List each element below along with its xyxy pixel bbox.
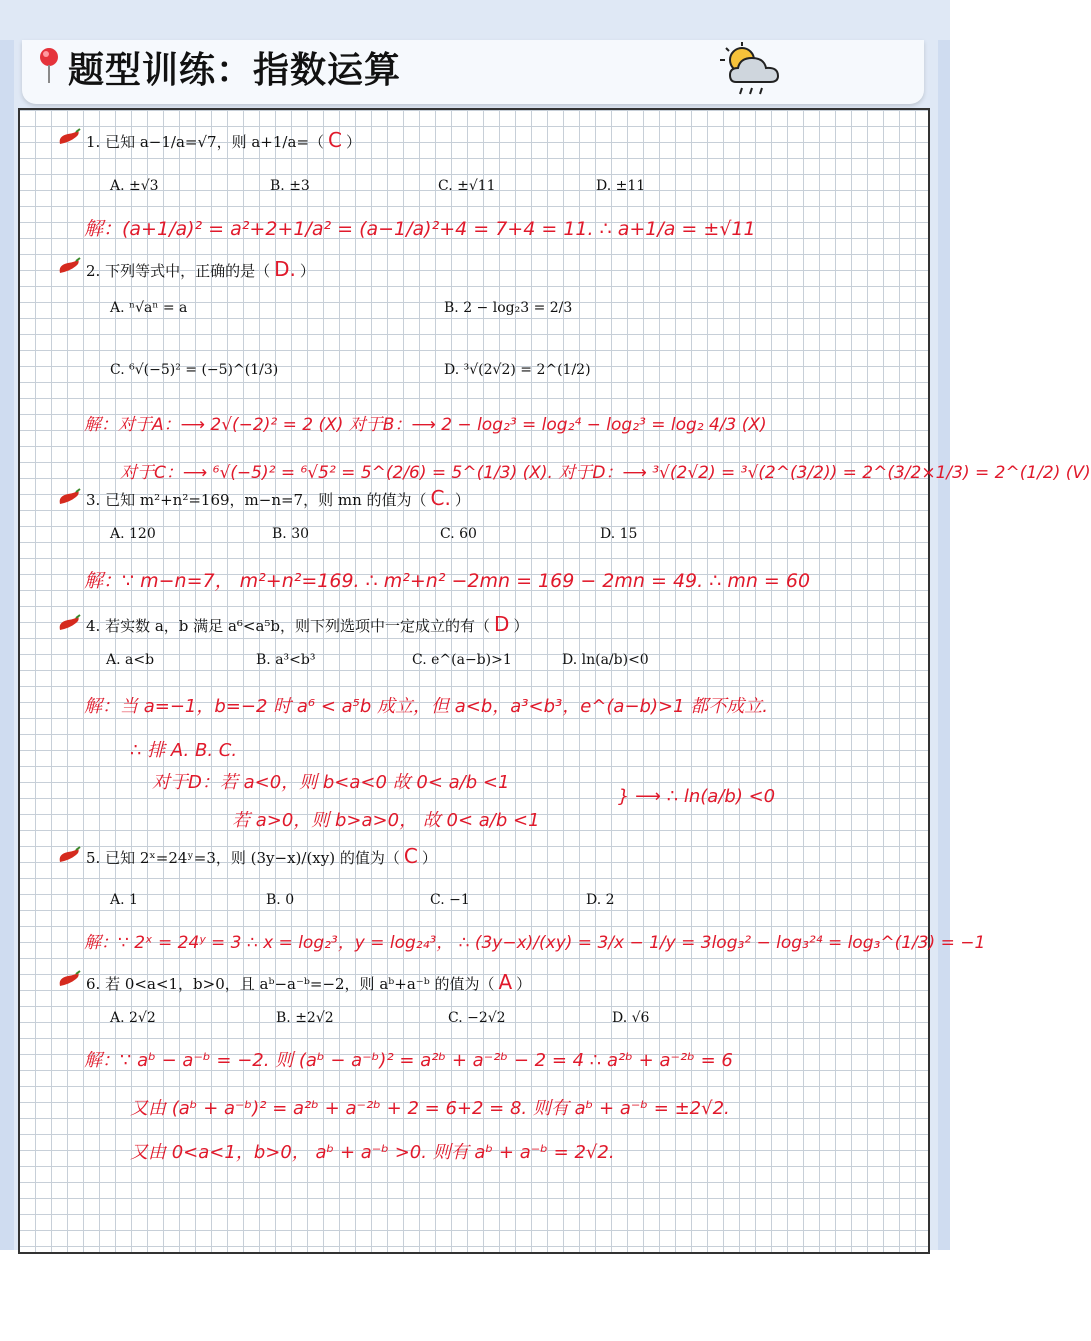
option-b: B. 2 − log₂3 = 2/3 — [444, 300, 573, 316]
option-c: C. ±√11 — [438, 178, 496, 194]
answer-mark: C — [403, 844, 418, 868]
option-a: A. ±√3 — [110, 178, 159, 194]
problem-6-stem: 6. 若 0<a<1，b>0，且 aᵇ−a⁻ᵇ=−2，则 aᵇ+a⁻ᵇ 的值为（ A ） — [86, 970, 532, 994]
solution-line: } ⟶ ∴ ln(a/b) <0 — [618, 786, 776, 807]
problem-5-stem: 5. 已知 2ˣ=24ʸ=3，则 (3y−x)/(xy) 的值为（ C ） — [86, 844, 437, 868]
problem-2-stem: 2. 下列等式中，正确的是（ D. ） — [86, 257, 315, 281]
problem-1-stem: 1. 已知 a−1/a=√7，则 a+1/a=（ C ） — [86, 128, 361, 152]
option-d: D. ln(a/b)<0 — [562, 652, 649, 668]
map-pin-icon — [36, 46, 62, 86]
option-b: B. ±3 — [270, 178, 310, 194]
chili-pepper-icon — [56, 970, 82, 990]
answer-mark: D — [494, 612, 510, 636]
solution-line: 对于C：⟶ ⁶√(−5)² = ⁶√5² = 5^(2/6) = 5^(1/3) (X). 对于D：⟶ ³√(2√2) = ³√(2^(3/2)) = 2^(3/2×1/3) = 2^(1/2) (V) — [120, 463, 1091, 483]
option-d: D. ±11 — [596, 178, 646, 194]
option-b: B. 0 — [266, 892, 295, 908]
option-c: C. −2√2 — [448, 1010, 506, 1026]
option-b: B. a³<b³ — [256, 652, 316, 668]
option-a: A. a<b — [106, 652, 155, 668]
right-border — [938, 40, 950, 1250]
solution-line: ∴ 排 A. B. C. — [130, 740, 238, 761]
solution-line: 若 a>0，则 b>a>0， 故 0< a/b <1 — [232, 810, 540, 831]
problem-4-stem: 4. 若实数 a，b 满足 a⁶<a⁵b，则下列选项中一定成立的有（ D ） — [86, 612, 529, 636]
solution-line: 解：∵ 2ˣ = 24ʸ = 3 ∴ x = log₂³，y = log₂₄³， ∴ (3y−x)/(xy) = 3/x − 1/y = 3log₃² − log₃²⁴ = log₃^(1/3) = −1 — [84, 933, 986, 953]
left-border — [0, 40, 14, 1250]
option-b: B. ±2√2 — [276, 1010, 334, 1026]
answer-mark: A — [498, 970, 513, 994]
solution-line: 解：(a+1/a)² = a²+2+1/a² = (a−1/a)²+4 = 7+4 = 11. ∴ a+1/a = ±√11 — [84, 218, 756, 240]
option-a: A. 120 — [110, 526, 156, 542]
solution-line: 对于D：若 a<0，则 b<a<0 故 0< a/b <1 — [152, 772, 510, 793]
chili-pepper-icon — [56, 614, 82, 634]
chili-pepper-icon — [56, 488, 82, 508]
problem-3-stem: 3. 已知 m²+n²=169，m−n=7，则 mn 的值为（ C. ） — [86, 486, 470, 510]
option-a: A. 1 — [110, 892, 138, 908]
sun-cloud-rain-icon — [712, 40, 796, 100]
option-d: D. √6 — [612, 1010, 650, 1026]
option-a: A. 2√2 — [110, 1010, 156, 1026]
answer-mark: D. — [274, 257, 296, 281]
option-d: D. 2 — [586, 892, 615, 908]
solution-line: 解：∵ m−n=7， m²+n²=169. ∴ m²+n² −2mn = 169 − 2mn = 49. ∴ mn = 60 — [84, 570, 811, 592]
chili-pepper-icon — [56, 257, 82, 277]
solution-line: 解：∵ aᵇ − a⁻ᵇ = −2. 则 (aᵇ − a⁻ᵇ)² = a²ᵇ + a⁻²ᵇ − 2 = 4 ∴ a²ᵇ + a⁻²ᵇ = 6 — [84, 1050, 733, 1071]
header-banner — [22, 40, 924, 104]
option-b: B. 30 — [272, 526, 310, 542]
chili-pepper-icon — [56, 128, 82, 148]
answer-mark: C. — [430, 486, 451, 510]
option-a: A. ⁿ√aⁿ = a — [110, 300, 188, 316]
answer-mark: C — [327, 128, 342, 152]
option-c: C. 60 — [440, 526, 477, 542]
solution-line: 解：对于A：⟶ 2√(−2)² = 2 (X) 对于B：⟶ 2 − log₂³ = log₂⁴ − log₂³ = log₂ 4/3 (X) — [84, 415, 767, 435]
solution-line: 又由 (aᵇ + a⁻ᵇ)² = a²ᵇ + a⁻²ᵇ + 2 = 6+2 = 8. 则有 aᵇ + a⁻ᵇ = ±2√2. — [130, 1098, 730, 1119]
option-d: D. 15 — [600, 526, 638, 542]
option-d: D. ³√(2√2) = 2^(1/2) — [444, 362, 591, 378]
option-c: C. ⁶√(−5)² = (−5)^(1/3) — [110, 362, 279, 378]
page-title: 题型训练：指数运算 — [68, 50, 402, 91]
option-c: C. e^(a−b)>1 — [412, 652, 512, 668]
solution-line: 解：当 a=−1，b=−2 时 a⁶ < a⁵b 成立，但 a<b，a³<b³，e^(a−b)>1 都不成立. — [84, 696, 768, 717]
solution-line: 又由 0<a<1，b>0， aᵇ + a⁻ᵇ >0. 则有 aᵇ + a⁻ᵇ = 2√2. — [130, 1142, 615, 1163]
option-c: C. −1 — [430, 892, 470, 908]
chili-pepper-icon — [56, 846, 82, 866]
